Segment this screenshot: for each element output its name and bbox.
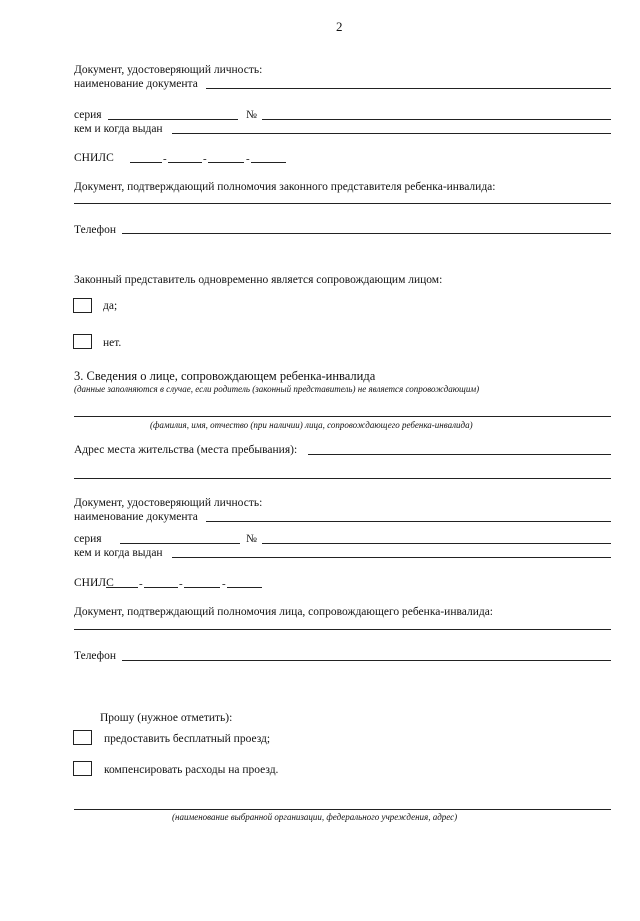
page-number: 2 (336, 19, 343, 34)
accompany-yes-checkbox[interactable] (73, 298, 92, 313)
rep-issued-label: кем и когда выдан (74, 123, 163, 135)
rep-id-doc-name-label: наименование документа (74, 78, 198, 90)
accompany-yes-label: да; (103, 300, 118, 312)
rep-phone-field[interactable] (122, 233, 611, 234)
companion-snils-label: СНИЛС (74, 577, 114, 589)
rep-id-doc-name-field[interactable] (206, 88, 611, 89)
companion-phone-label: Телефон (74, 650, 117, 662)
companion-snils-field[interactable]: - - - (102, 580, 290, 592)
request-compensate-checkbox[interactable] (73, 761, 92, 776)
rep-number-field[interactable] (262, 119, 611, 120)
companion-issued-field[interactable] (172, 557, 611, 558)
org-field[interactable] (74, 809, 611, 810)
companion-address-label: Адрес места жительства (места пребывания): (74, 444, 298, 456)
rep-id-doc-label: Документ, удостоверяющий личность: (74, 64, 263, 76)
companion-name-field[interactable] (74, 416, 611, 417)
rep-snils-label: СНИЛС (74, 152, 114, 164)
accompany-no-checkbox[interactable] (73, 334, 92, 349)
companion-phone-field[interactable] (122, 660, 611, 661)
companion-name-caption: (фамилия, имя, отчество (при наличии) лица, сопровождающего ребенка-инвалида) (150, 420, 473, 430)
companion-authority-doc-field[interactable] (74, 629, 611, 630)
companion-series-field[interactable] (120, 543, 240, 544)
companion-number-field[interactable] (262, 543, 611, 544)
companion-issued-label: кем и когда выдан (74, 547, 163, 559)
rep-number-label: № (246, 109, 257, 121)
companion-number-label: № (246, 533, 257, 545)
request-label: Прошу (нужное отметить): (100, 712, 233, 724)
companion-address-field-1[interactable] (308, 454, 611, 455)
rep-issued-field[interactable] (172, 133, 611, 134)
rep-series-field[interactable] (108, 119, 238, 120)
companion-id-doc-name-label: наименование документа (74, 511, 198, 523)
companion-section-title: 3. Сведения о лице, сопровождающем ребенка-инвалида (74, 369, 376, 383)
request-compensate-label: компенсировать расходы на проезд. (104, 764, 279, 776)
rep-authority-doc-field[interactable] (74, 203, 611, 204)
accompany-no-label: нет. (103, 337, 122, 349)
companion-authority-doc-label: Документ, подтверждающий полномочия лица, сопровождающего ребенка-инвалида: (74, 606, 493, 618)
rep-snils-field[interactable]: - - - (126, 155, 290, 167)
rep-series-label: серия (74, 109, 102, 121)
org-caption: (наименование выбранной организации, федерального учреждения, адрес) (172, 812, 458, 822)
request-free-checkbox[interactable] (73, 730, 92, 745)
request-free-label: предоставить бесплатный проезд; (104, 733, 271, 745)
companion-id-doc-name-field[interactable] (206, 521, 611, 522)
companion-section-subtitle: (данные заполняются в случае, если родитель (законный представитель) не является сопровождающим) (74, 384, 480, 394)
companion-id-doc-label: Документ, удостоверяющий личность: (74, 497, 263, 509)
rep-phone-label: Телефон (74, 224, 117, 236)
rep-authority-doc-label: Документ, подтверждающий полномочия законного представителя ребенка-инвалида: (74, 181, 496, 193)
accompany-question: Законный представитель одновременно является сопровождающим лицом: (74, 274, 443, 286)
companion-address-field-2[interactable] (74, 478, 611, 479)
companion-series-label: серия (74, 533, 102, 545)
